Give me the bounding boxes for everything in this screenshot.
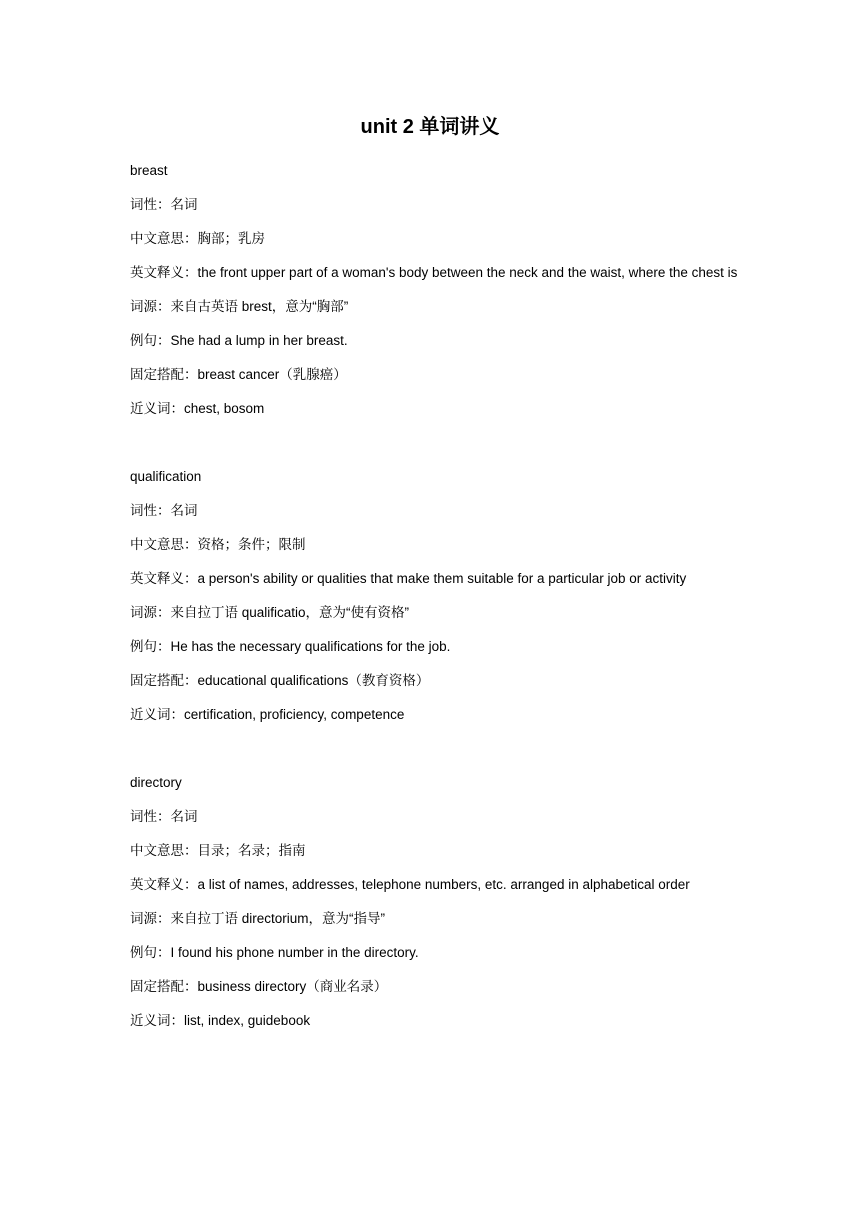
part-of-speech-value: 名词	[170, 809, 198, 824]
collocation-label: 固定搭配：	[130, 979, 198, 994]
example-sentence-line	[130, 936, 740, 970]
collocation-label: 固定搭配：	[130, 367, 198, 382]
english-definition-line	[130, 868, 740, 902]
synonyms-line	[130, 1004, 740, 1038]
part-of-speech-label: 词性：	[130, 503, 171, 518]
chinese-meaning-value: 资格；条件；限制	[197, 537, 306, 552]
synonyms-label: 近义词：	[130, 1013, 184, 1028]
synonyms-value: chest, bosom	[184, 401, 265, 416]
vocab-entry-directory	[130, 766, 740, 1038]
collocation-value: breast cancer（乳腺癌）	[197, 367, 347, 382]
vocab-entry-breast	[130, 154, 740, 426]
part-of-speech-label: 词性：	[130, 809, 171, 824]
example-sentence-value: She had a lump in her breast.	[170, 333, 348, 348]
english-definition-line	[130, 256, 740, 290]
part-of-speech-label: 词性：	[130, 197, 171, 212]
etymology-label: 词源：	[130, 605, 171, 620]
etymology-line	[130, 902, 740, 936]
etymology-label: 词源：	[130, 911, 171, 926]
part-of-speech-line	[130, 188, 740, 222]
etymology-line	[130, 596, 740, 630]
vocab-word: qualification	[130, 469, 202, 484]
english-definition-line	[130, 562, 740, 596]
synonyms-label: 近义词：	[130, 401, 184, 416]
chinese-meaning-line	[130, 528, 740, 562]
etymology-label: 词源：	[130, 299, 171, 314]
example-sentence-label: 例句：	[130, 639, 171, 654]
etymology-value: 来自古英语 brest，意为“胸部”	[170, 299, 349, 314]
vocabulary-list	[130, 154, 740, 1072]
part-of-speech-line	[130, 800, 740, 834]
vocab-entry-qualification	[130, 460, 740, 732]
chinese-meaning-label: 中文意思：	[130, 843, 198, 858]
vocab-word: breast	[130, 163, 168, 178]
example-sentence-label: 例句：	[130, 333, 171, 348]
chinese-meaning-line	[130, 222, 740, 256]
chinese-meaning-value: 胸部；乳房	[197, 231, 265, 246]
etymology-value: 来自拉丁语 qualificatio，意为“使有资格”	[170, 605, 410, 620]
example-sentence-value: He has the necessary qualifications for the job.	[170, 639, 451, 654]
synonyms-label: 近义词：	[130, 707, 184, 722]
synonyms-value: list, index, guidebook	[184, 1013, 311, 1028]
etymology-value: 来自拉丁语 directorium，意为“指导”	[170, 911, 386, 926]
chinese-meaning-value: 目录；名录；指南	[197, 843, 306, 858]
chinese-meaning-label: 中文意思：	[130, 231, 198, 246]
synonyms-line	[130, 698, 740, 732]
collocation-value: educational qualifications（教育资格）	[197, 673, 430, 688]
example-sentence-line	[130, 630, 740, 664]
collocation-line	[130, 664, 740, 698]
example-sentence-line	[130, 324, 740, 358]
synonyms-value: certification, proficiency, competence	[184, 707, 405, 722]
part-of-speech-value: 名词	[170, 197, 198, 212]
example-sentence-label: 例句：	[130, 945, 171, 960]
example-sentence-value: I found his phone number in the directory.	[170, 945, 419, 960]
english-definition-value: a person's ability or qualities that make them suitable for a particular job or activity	[197, 571, 687, 586]
page-title: unit 2 单词讲义	[360, 116, 500, 138]
collocation-line	[130, 358, 740, 392]
collocation-label: 固定搭配：	[130, 673, 198, 688]
chinese-meaning-label: 中文意思：	[130, 537, 198, 552]
part-of-speech-line	[130, 494, 740, 528]
collocation-value: business directory（商业名录）	[197, 979, 388, 994]
collocation-line	[130, 970, 740, 1004]
english-definition-label: 英文释义：	[130, 265, 198, 280]
chinese-meaning-line	[130, 834, 740, 868]
english-definition-value: the front upper part of a woman's body between the neck and the waist, where the chest is	[197, 265, 738, 280]
english-definition-label: 英文释义：	[130, 571, 198, 586]
english-definition-value: a list of names, addresses, telephone numbers, etc. arranged in alphabetical order	[197, 877, 690, 892]
part-of-speech-value: 名词	[170, 503, 198, 518]
vocab-word: directory	[130, 775, 182, 790]
synonyms-line	[130, 392, 740, 426]
etymology-line	[130, 290, 740, 324]
english-definition-label: 英文释义：	[130, 877, 198, 892]
